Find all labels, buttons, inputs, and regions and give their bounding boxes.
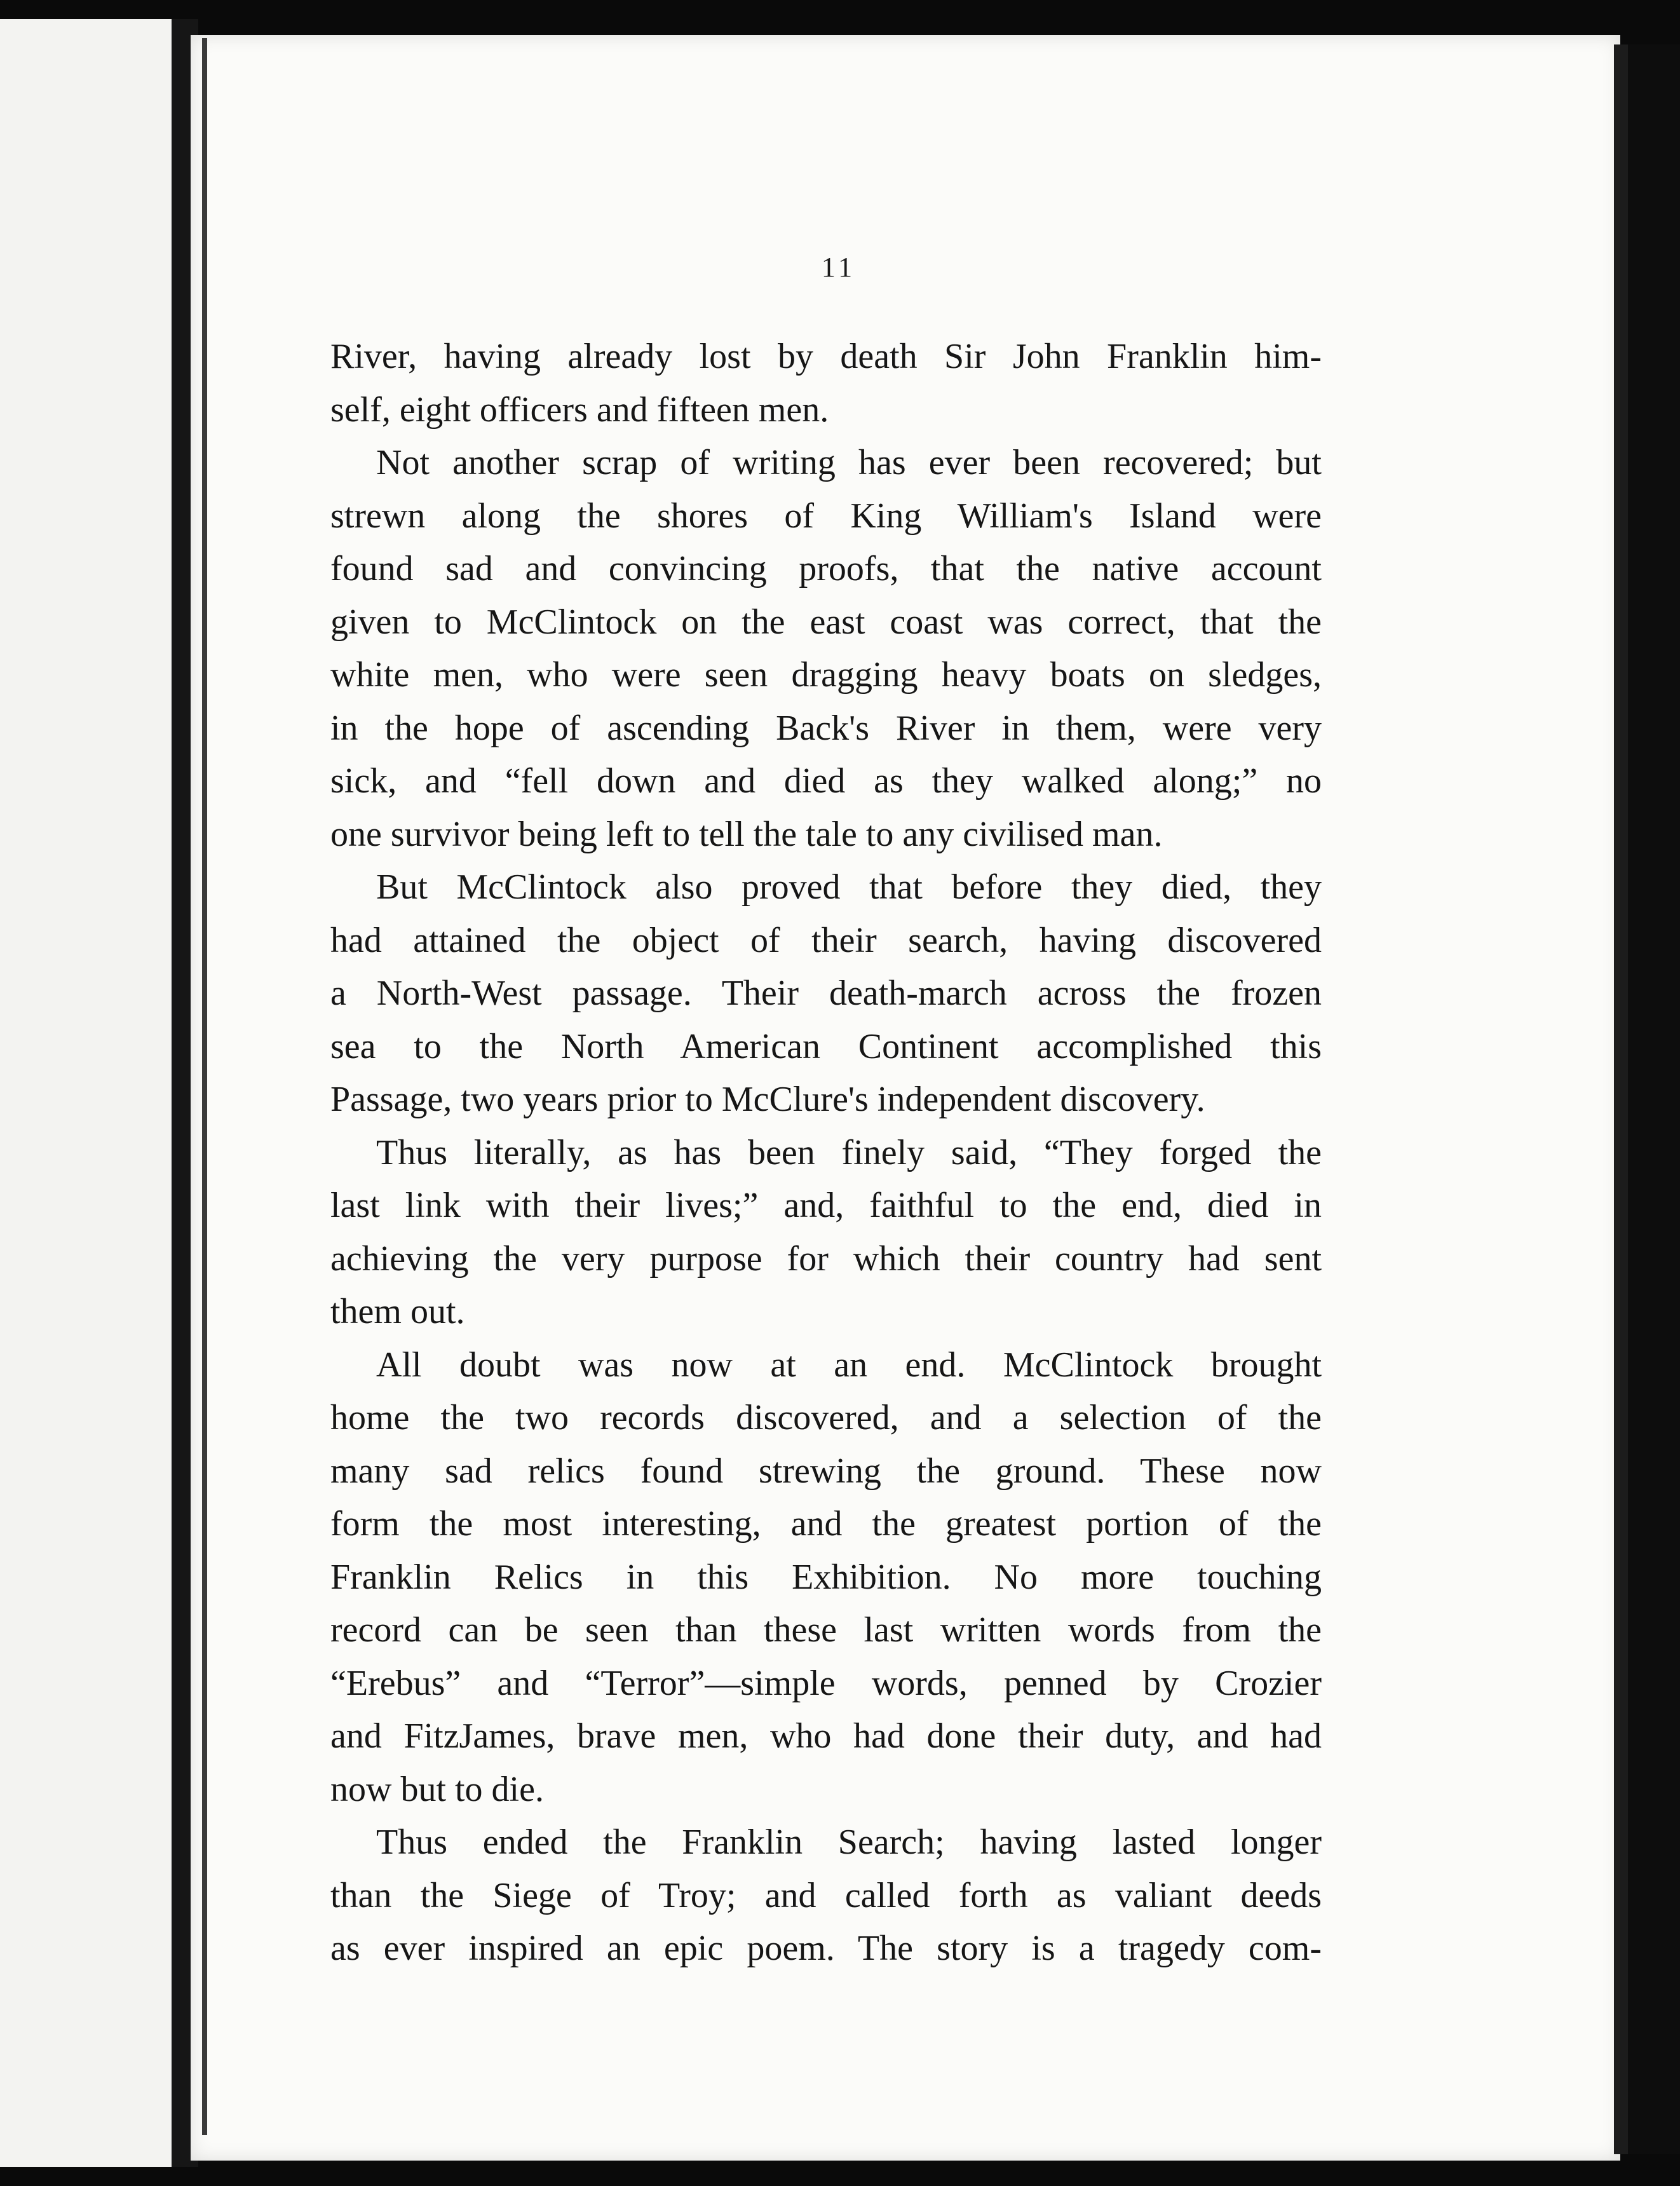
- text-line: white men, who were seen dragging heavy boats on sledges,: [330, 655, 1322, 695]
- text-line: found sad and convincing proofs, that the native account: [330, 549, 1322, 588]
- text-line: as ever inspired an epic poem. The story is a tragedy com-: [330, 1929, 1322, 1968]
- scan-border: [1628, 44, 1680, 2154]
- text-line: last link with their lives;” and, faithful to the end, died in: [330, 1186, 1322, 1225]
- text-line: strewn along the shores of King William's Island were: [330, 496, 1322, 536]
- text-line: Not another scrap of writing has ever been recovered; but: [376, 443, 1322, 482]
- body-text: [330, 330, 1322, 1976]
- text-line: had attained the object of their search, having discovered: [330, 920, 1322, 960]
- text-line: Passage, two years prior to McClure's independent discovery.: [330, 1080, 1205, 1119]
- gutter-shadow: [202, 38, 207, 2135]
- text-line: sick, and “fell down and died as they walked along;” no: [330, 761, 1322, 801]
- text-line: now but to die.: [330, 1769, 544, 1809]
- text-line: than the Siege of Troy; and called forth as valiant deeds: [330, 1875, 1322, 1915]
- text-line: form the most interesting, and the greatest portion of the: [330, 1504, 1322, 1544]
- text-line: them out.: [330, 1292, 465, 1331]
- text-line: a North-West passage. Their death-march across the frozen: [330, 974, 1322, 1013]
- text-line: record can be seen than these last written words from the: [330, 1610, 1322, 1650]
- text-line: But McClintock also proved that before they died, they: [376, 867, 1322, 907]
- text-line: many sad relics found strewing the ground. These now: [330, 1451, 1322, 1491]
- text-line: Thus ended the Franklin Search; having lasted longer: [376, 1823, 1322, 1862]
- text-line: sea to the North American Continent accomplished this: [330, 1026, 1322, 1066]
- text-line: Thus literally, as has been finely said, “They forged the: [376, 1132, 1322, 1172]
- text-line: in the hope of ascending Back's River in them, were very: [330, 708, 1322, 748]
- text-line: All doubt was now at an end. McClintock brought: [376, 1345, 1322, 1385]
- text-line: home the two records discovered, and a selection of the: [330, 1398, 1322, 1437]
- text-line: achieving the very purpose for which their country had sent: [330, 1239, 1322, 1279]
- text-line: and FitzJames, brave men, who had done their duty, and had: [330, 1716, 1322, 1756]
- text-line: one survivor being left to tell the tale to any civilised man.: [330, 814, 1163, 854]
- left-page-edge: [0, 19, 172, 2167]
- text-line: “Erebus” and “Terror”—simple words, penned by Crozier: [330, 1663, 1322, 1703]
- text-line: River, having already lost by death Sir John Franklin him-: [330, 337, 1322, 376]
- text-line: Franklin Relics in this Exhibition. No more touching: [330, 1557, 1322, 1597]
- text-line: given to McClintock on the east coast was correct, that the: [330, 602, 1322, 642]
- page-number: 11: [821, 252, 857, 283]
- page-right-edge: [1614, 44, 1628, 2154]
- text-line: self, eight officers and fifteen men.: [330, 390, 829, 430]
